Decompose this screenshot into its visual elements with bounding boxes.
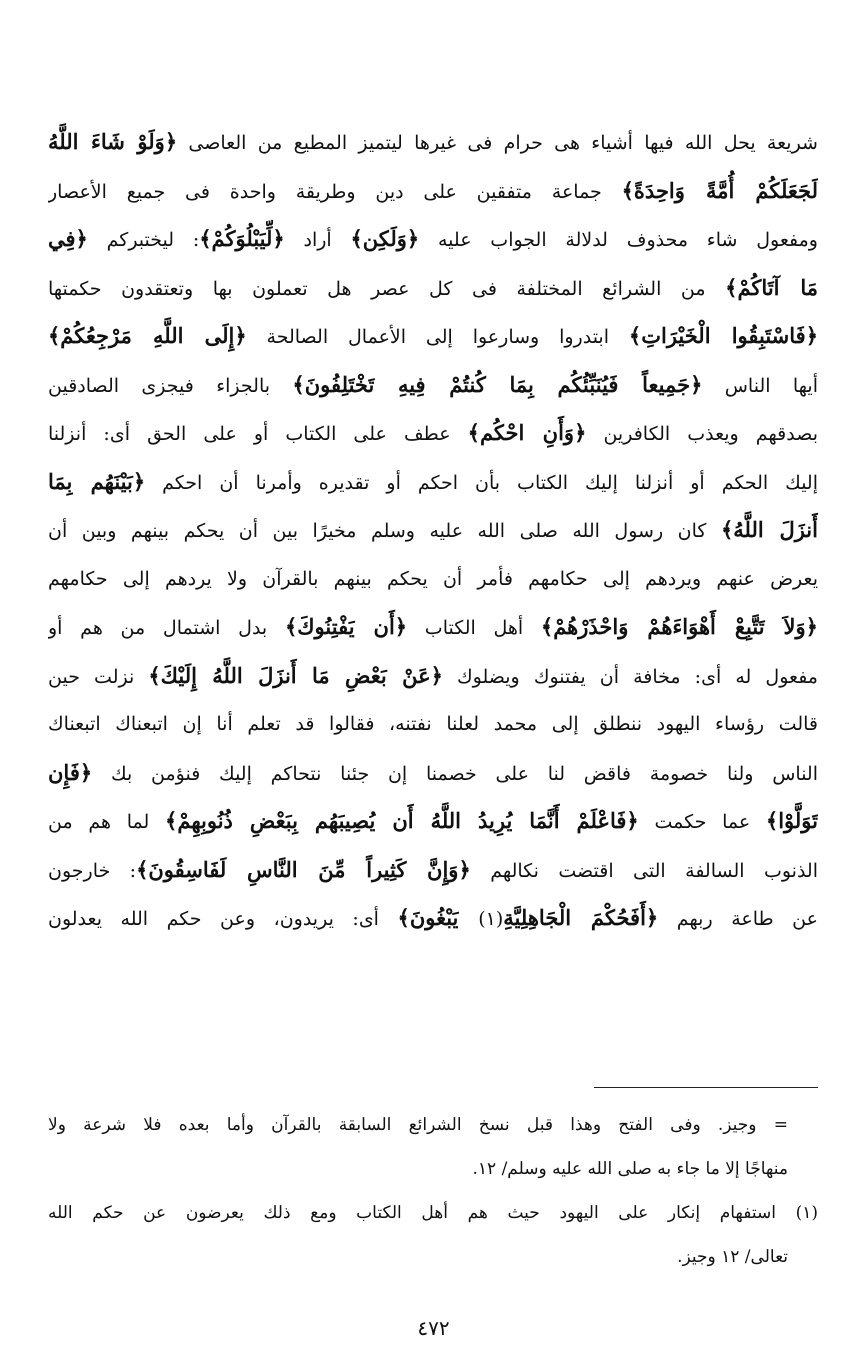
text-line [48, 458, 818, 507]
commentary-text: لما هم من [48, 811, 166, 833]
commentary-text: عن طاعة ربهم [658, 908, 818, 930]
quran-verse: ﴿إِلَى اللَّهِ مَرْجِعُكُمْ﴾ [48, 323, 247, 348]
commentary-text: : ليختبركم [87, 229, 200, 251]
footnote-line: (١) استفهام إنكار على اليهود حيث هم أهل الكتاب ومع ذلك يعرضون عن حكم الله [48, 1203, 818, 1223]
footnote-line: = وجيز. وفى الفتح وهذا قبل نسخ الشرائع السابقة بالقرآن وأما بعده فلا شرعة ولا [48, 1115, 788, 1135]
text-line [48, 652, 818, 701]
quran-verse: ﴿جَمِيعاً فَيُنَبِّئُكُم بِمَا كُنتُمْ فِيهِ تَخْتَلِفُونَ﴾ [292, 371, 703, 397]
quran-verse: يَبْغُونَ﴾ [397, 905, 479, 930]
footnote-line: تعالى/ ١٢ وجيز. [677, 1247, 788, 1267]
text-line [48, 749, 818, 798]
quran-verse: ﴿فَإِن [48, 759, 93, 785]
text-line [48, 700, 818, 749]
text-line [48, 215, 818, 264]
quran-verse: ﴿فِي [48, 226, 88, 251]
text-line [48, 846, 818, 895]
quran-verse: ﴿عَنْ بَعْضِ مَا أَنزَلَ اللَّهُ إِلَيْكَ﴾ [148, 662, 443, 688]
text-line [48, 361, 818, 410]
quran-verse: مَا آتَاكُمْ﴾ [725, 274, 818, 300]
text-line [48, 312, 818, 361]
commentary-text: مفعول له أى: مخافة أن يفتنوك ويضلوك [442, 665, 818, 688]
quran-verse: ﴿أَفَحُكْمَ الْجَاهِلِيَّةِ [503, 905, 659, 930]
commentary-text: بالجزاء فيجزى الصادقين [48, 374, 293, 397]
commentary-text: شريعة يحل الله فيها أشياء هى حرام فى غيرها ليتميز المطيع من العاصى [177, 132, 818, 154]
quran-verse: ﴿وَلاَ تَتَّبِعْ أَهْوَاءَهُمْ وَاحْذَرْهُمْ﴾ [540, 614, 818, 639]
main-body-text [48, 118, 818, 943]
page-number: ٤٧٢ [417, 1316, 450, 1340]
quran-verse: ﴿وَإِنَّ كَثِيراً مِّنَ النَّاسِ لَفَاسِقُونَ﴾ [136, 856, 471, 882]
commentary-text: الناس ولنا خصومة فاقض لنا على خصمنا إن جئنا نتحاكم إليك فنؤمن بك [92, 762, 818, 785]
quran-verse: ﴿فَاسْتَبِقُوا الْخَيْرَاتِ﴾ [628, 323, 818, 348]
text-line [48, 167, 818, 216]
quran-verse: أَنزَلَ اللَّهُ﴾ [720, 517, 818, 542]
commentary-text: كان رسول الله صلى الله عليه وسلم مخيرًا بين أن يحكم بينهم وبين أن [48, 520, 721, 542]
footnotes [48, 1103, 818, 1279]
commentary-text: أى: يريدون، وعن حكم الله يعدلون [48, 908, 398, 930]
commentary-text: (١) [478, 908, 504, 930]
commentary-text: قالت رؤساء اليهود ننطلق إلى محمد لعلنا نفتنه، فقالوا قد تعلم أنا إن اتبعناك اتبعناك [48, 713, 818, 735]
commentary-text: : خارجون [48, 859, 137, 882]
commentary-text: إليك الحكم أو أنزلنا إليك الكتاب بأن احكم أو تقديره وأمرنا أن احكم [145, 471, 818, 494]
quran-verse: ﴿فَاعْلَمْ أَنَّمَا يُرِيدُ اللَّهُ أَن يُصِيبَهُم بِبَعْضِ ذُنُوبِهِمْ﴾ [165, 808, 639, 833]
commentary-text: أهل الكتاب [407, 617, 541, 639]
commentary-text: بصدقهم ويعذب الكافرين [586, 423, 818, 445]
commentary-text: من الشرائع المختلفة فى كل عصر هل تعملون بها وتعتقدون حكمتها [48, 277, 726, 300]
quran-verse: ﴿بَيْنَهُم بِمَا [48, 468, 146, 494]
text-line [48, 797, 818, 846]
commentary-text: الذنوب السالفة التى اقتضت نكالهم [470, 859, 818, 882]
text-line [48, 409, 818, 458]
footnote-line: منهاجًا إلا ما جاء به صلى الله عليه وسلم/ ١٢. [472, 1159, 788, 1179]
commentary-text: عطف على الكتاب أو على الحق أى: أنزلنا [48, 423, 468, 445]
quran-verse: ﴿وَلَوْ شَاءَ اللَّهُ [48, 129, 178, 154]
text-line [48, 264, 818, 313]
quran-verse: تَوَلَّوْا﴾ [765, 808, 818, 833]
quran-verse: ﴿وَأَنِ احْكُم﴾ [467, 420, 587, 445]
commentary-text: ومفعول شاء محذوف لدلالة الجواب عليه [419, 229, 818, 251]
text-line [48, 894, 818, 943]
commentary-text: أيها الناس [702, 374, 818, 397]
quran-verse: ﴿أَن يَفْتِنُوكَ﴾ [284, 614, 408, 639]
footnote-separator [594, 1087, 818, 1088]
commentary-text: بدل اشتمال من هم أو [48, 617, 285, 639]
text-line [48, 506, 818, 555]
commentary-text: أراد [284, 229, 351, 251]
commentary-text: جماعة متفقين على دين وطريقة واحدة فى جميع الأعصار [48, 180, 622, 203]
quran-verse: ﴿وَلَكِن﴾ [350, 226, 420, 251]
commentary-text: ابتدروا وسارعوا إلى الأعمال الصالحة [246, 326, 629, 348]
text-line [48, 555, 818, 604]
quran-verse: لَجَعَلَكُمْ أُمَّةً وَاحِدَةً﴾ [621, 177, 818, 203]
text-line [48, 118, 818, 167]
quran-verse: ﴿لِّيَبْلُوَكُمْ﴾ [199, 226, 285, 251]
commentary-text: يعرض عنهم ويردهم إلى حكامهم فأمر أن يحكم بينهم بالقرآن ولا يردهم إلى حكامهم [48, 567, 818, 590]
commentary-text: نزلت حين [48, 665, 149, 688]
commentary-text: عما حكمت [638, 811, 766, 833]
text-line [48, 603, 818, 652]
